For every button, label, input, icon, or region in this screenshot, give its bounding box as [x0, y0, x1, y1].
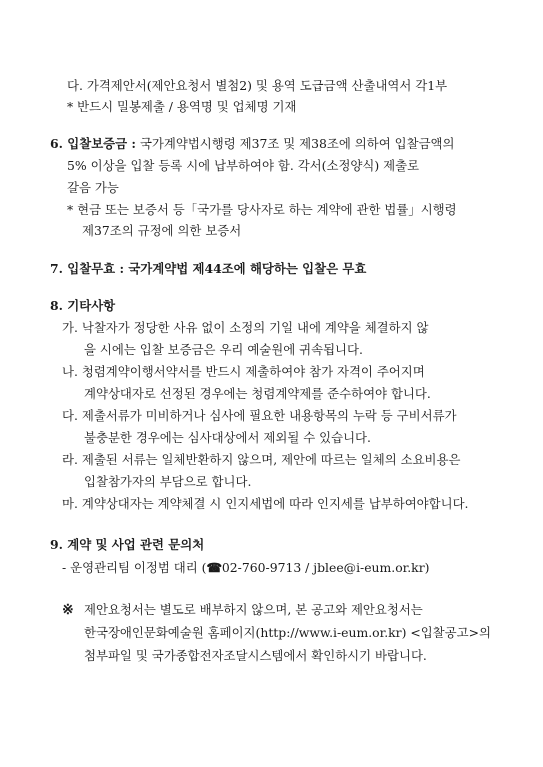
misc-item-da-2: 불충분한 경우에는 심사대상에서 제외될 수 있습니다.: [84, 430, 371, 445]
bid-bond-heading: 6. 입찰보증금 :: [50, 136, 136, 151]
bid-bond-note-2: 제37조의 규정에 의한 보증서: [82, 223, 242, 238]
misc-item-ra-2: 입찰참가자의 부담으로 합니다.: [84, 474, 252, 489]
misc-item-ga-2: 을 시에는 입찰 보증금은 우리 예술원에 귀속됩니다.: [84, 342, 363, 357]
bid-bond-line-2: 5% 이상을 입찰 등록 시에 납부하여야 함. 각서(소정양식) 제출로: [67, 158, 420, 173]
bid-bond-text-1: 국가계약법시행령 제37조 및 제38조에 의하여 입찰금액의: [139, 136, 455, 151]
bid-bond-line-1: [50, 136, 455, 152]
misc-item-na-1: 나. 청렴계약이행서약서를 반드시 제출하여야 참가 자격이 주어지며: [62, 364, 425, 379]
contact-line: [62, 560, 429, 576]
notice-line-2: 한국장애인문화예술원 홈페이지(http://www.i-eum.or.kr) <입찰공고>의: [84, 625, 491, 640]
misc-item-ra-1: 라. 제출된 서류는 일체반환하지 않으며, 제안에 따르는 일체의 소요비용은: [62, 452, 461, 467]
phone-icon: ☎: [206, 560, 222, 575]
bid-bond-note-1: * 현금 또는 보증서 등「국가를 당사자로 하는 계약에 관한 법률」시행령: [67, 202, 457, 217]
misc-item-ga-1: 가. 낙찰자가 정당한 사유 없이 소정의 기일 내에 계약을 체결하지 않: [62, 320, 429, 335]
contact-prefix: - 운영관리팀 이정범 대리 (: [62, 560, 207, 575]
price-proposal-note: * 반드시 밀봉제출 / 용역명 및 업체명 기재: [67, 99, 297, 114]
contact-heading: 9. 계약 및 사업 관련 문의처: [50, 537, 205, 552]
bid-bond-line-3: 갈음 가능: [67, 180, 119, 195]
misc-item-da-1: 다. 제출서류가 미비하거나 심사에 필요한 내용항목의 누락 등 구비서류가: [62, 408, 457, 423]
price-proposal-item: 다. 가격제안서(제안요청서 별첨2) 및 용역 도급금액 산출내역서 각1부: [67, 78, 448, 93]
notice-line-1: 제안요청서는 별도로 배부하지 않으며, 본 공고와 제안요청서는: [84, 602, 423, 617]
contact-details: 02-760-9713 / jblee@i-eum.or.kr): [221, 560, 430, 575]
misc-heading: 8. 기타사항: [50, 298, 116, 313]
notice-line-3: 첨부파일 및 국가종합전자조달시스템에서 확인하시기 바랍니다.: [84, 648, 427, 663]
misc-item-na-2: 계약상대자로 선정된 경우에는 청렴계약제를 준수하여야 합니다.: [84, 386, 431, 401]
reference-mark: ※: [62, 602, 74, 618]
bid-invalid-line: 7. 입찰무효 : 국가계약법 제44조에 해당하는 입찰은 무효: [50, 261, 367, 276]
misc-item-ma-1: 마. 계약상대자는 계약체결 시 인지세법에 따라 인지세를 납부하여야합니다.: [62, 496, 469, 511]
